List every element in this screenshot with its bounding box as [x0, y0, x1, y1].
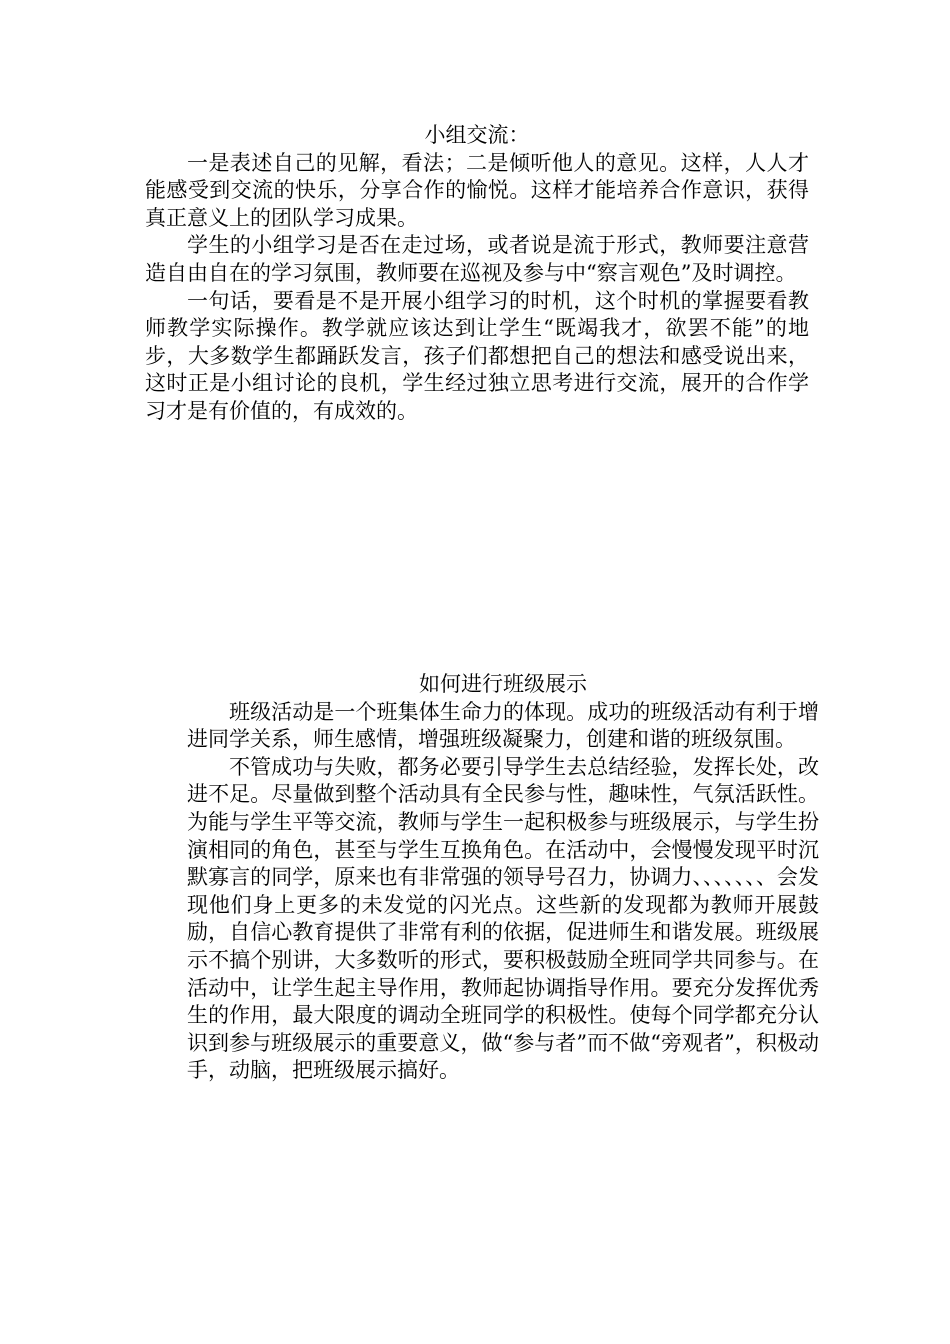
- paragraph: 一是表述自己的见解，看法；二是倾听他人的意见。这样，人人才能感受到交流的快乐，分享合作的愉悦。这样才能培养合作意识，获得真正意义上的团队学习成果。: [145, 150, 809, 230]
- paragraph: 不管成功与失败，都务必要引导学生去总结经验，发挥长处，改进不足。尽量做到整个活动具有全民参与性，趣味性，气氛活跃性。为能与学生平等交流，教师与学生一起积极参与班级展示，与学生扮演相同的角色，甚至与学生互换角色。在活动中，会慢慢发现平时沉默寡言的同学，原来也有非常强的领导号召力，协调力、、、、、、、会发现他们身上更多的未发觉的闪光点。这些新的发现都为教师开展鼓励，自信心教育提供了非常有利的依据，促进师生和谐发展。班级展示不搞个别讲，大多数听的形式，要积极鼓励全班同学共同参与。在活动中，让学生起主导作用，教师起协调指导作用。要充分发挥优秀生的作用，最大限度的调动全班同学的积极性。使每个同学都充分认识到参与班级展示的重要意义，做“参与者”而不做“旁观者”，积极动手，动脑，把班级展示搞好。: [187, 754, 819, 1083]
- section-class-showcase: [187, 671, 819, 1085]
- paragraph: 学生的小组学习是否在走过场，或者说是流于形式，教师要注意营造自由自在的学习氛围，教师要在巡视及参与中“察言观色”及时调控。: [145, 233, 809, 285]
- paragraph: 一句话，要看是不是开展小组学习的时机，这个时机的掌握要看教师教学实际操作。教学就应该达到让学生“既竭我才，欲罢不能”的地步，大多数学生都踊跃发言，孩子们都想把自己的想法和感受说出来，这时正是小组讨论的良机，学生经过独立思考进行交流，展开的合作学习才是有价值的，有成效的。: [145, 288, 809, 423]
- section-heading: 小组交流：: [424, 123, 530, 147]
- section-group-discussion: [145, 122, 809, 426]
- section-heading: 如何进行班级展示: [419, 672, 587, 696]
- paragraph: 班级活动是一个班集体生命力的体现。成功的班级活动有利于增进同学关系，师生感情，增强班级凝聚力，创建和谐的班级氛围。: [187, 699, 819, 752]
